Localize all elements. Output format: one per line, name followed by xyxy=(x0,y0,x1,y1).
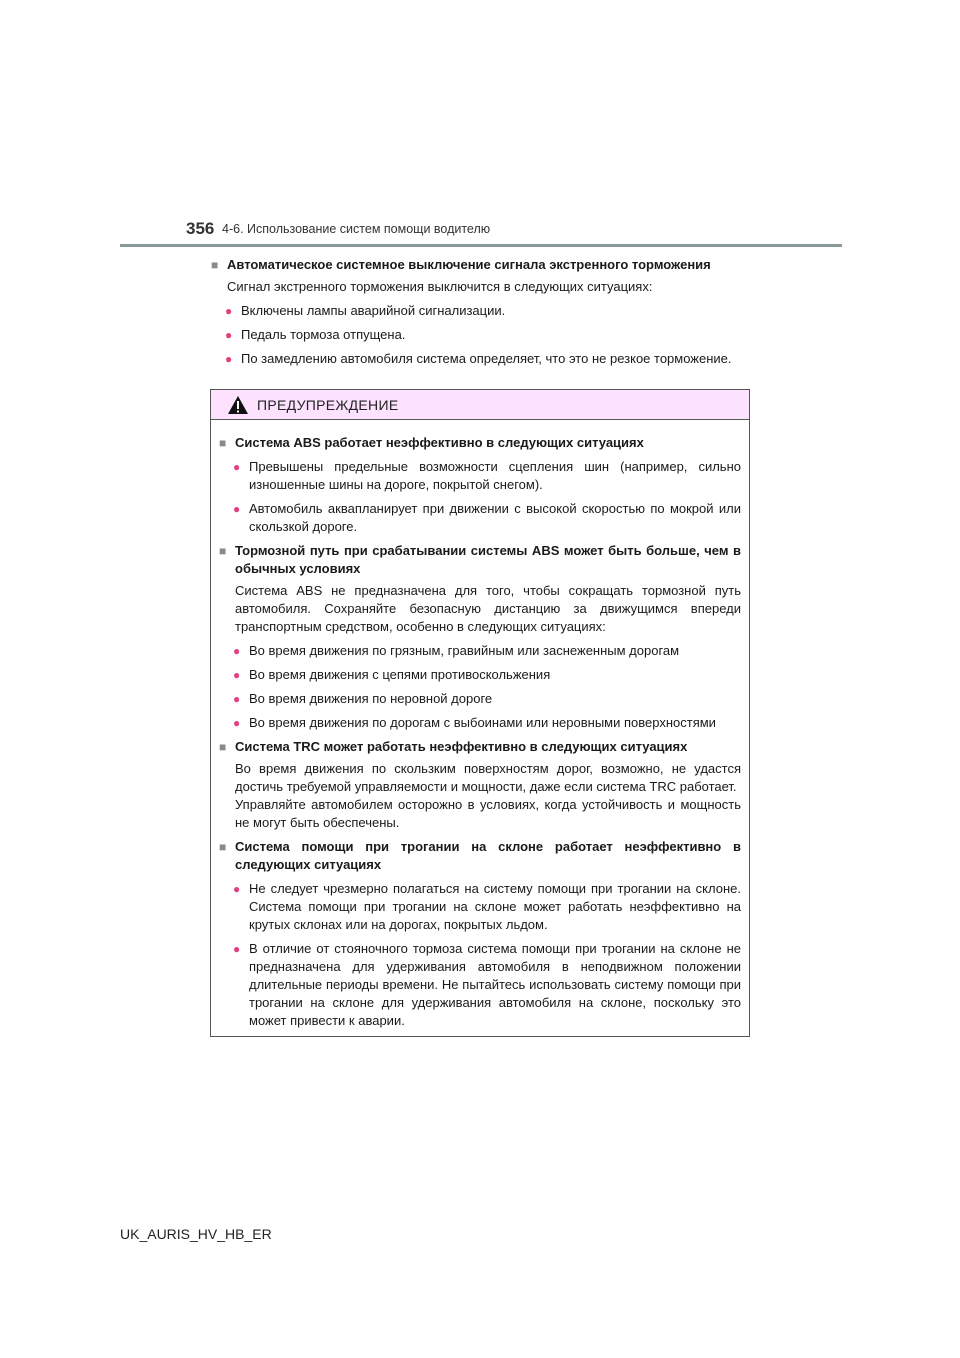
round-bullet-icon: ● xyxy=(233,460,241,474)
list-item xyxy=(233,500,741,536)
list-item-text: По замедлению автомобиля система определяет, что это не резкое торможение. xyxy=(241,351,732,366)
warning-section-text: Система ABS не предназначена для того, чтобы сокращать тормозной путь автомобиля. Сохраняйте безопасную дистанцию за движущимся впереди транспортным средством, особенно в следующих ситуациях: xyxy=(235,583,741,634)
warning-box xyxy=(210,389,750,1037)
list-item-text: Включены лампы аварийной сигнализации. xyxy=(241,303,506,318)
warning-triangle-icon xyxy=(227,395,249,415)
intro-heading-text: Автоматическое системное выключение сигнала экстренного торможения xyxy=(227,257,711,272)
intro-text: Сигнал экстренного торможения выключится в следующих ситуациях: xyxy=(227,279,653,294)
round-bullet-icon: ● xyxy=(233,882,241,896)
list-item xyxy=(225,302,751,320)
list-item xyxy=(233,714,741,732)
warning-section-abs xyxy=(219,434,741,536)
round-bullet-icon: ● xyxy=(233,942,241,956)
list-item-text: Автомобиль аквапланирует при движении с высокой скоростью по мокрой или скользкой дороге. xyxy=(249,501,741,534)
round-bullet-icon: ● xyxy=(225,328,233,342)
square-marker-icon: ■ xyxy=(219,740,227,754)
header-rule xyxy=(120,244,842,247)
warning-section-heading xyxy=(219,838,741,874)
list-item xyxy=(233,940,741,1030)
square-marker-icon: ■ xyxy=(219,840,227,854)
round-bullet-icon: ● xyxy=(225,352,233,366)
round-bullet-icon: ● xyxy=(225,304,233,318)
list-item xyxy=(233,642,741,660)
warning-section-heading-text: Система ABS работает неэффективно в следующих ситуациях xyxy=(235,435,644,450)
warning-section-text: Во время движения по скользким поверхностям дорог, возможно, не удастся достичь требуемой управляемости и мощности, даже если система TRC работает. xyxy=(235,761,741,794)
list-item-text: Во время движения по дорогам с выбоинами или неровными поверхностями xyxy=(249,715,716,730)
square-marker-icon: ■ xyxy=(219,436,227,450)
round-bullet-icon: ● xyxy=(233,502,241,516)
warning-section-heading-text: Тормозной путь при срабатывании системы ABS может быть больше, чем в обычных условиях xyxy=(235,543,741,576)
warning-section-trc xyxy=(219,738,741,832)
page-number: 356 xyxy=(186,219,215,238)
list-item-text: Во время движения с цепями противоскольжения xyxy=(249,667,551,682)
round-bullet-icon: ● xyxy=(233,692,241,706)
list-item xyxy=(233,880,741,934)
list-item xyxy=(233,666,741,684)
square-marker-icon: ■ xyxy=(219,544,227,558)
intro-heading xyxy=(211,256,751,274)
warning-section-heading-text: Система TRC может работать неэффективно в следующих ситуациях xyxy=(235,739,688,754)
list-item xyxy=(233,690,741,708)
round-bullet-icon: ● xyxy=(233,668,241,682)
warning-section-text: Управляйте автомобилем осторожно в условиях, когда устойчивость и мощность не могут быть обеспечены. xyxy=(235,797,741,830)
list-item-text: Во время движения по грязным, гравийным или заснеженным дорогам xyxy=(249,643,680,658)
list-item xyxy=(225,326,751,344)
list-item-text: В отличие от стояночного тормоза система помощи при трогании на склоне не предназначена для удерживания автомобиля в неподвижном положении длительные периоды времени. Не пытайтесь использовать систему помощи при трогании на склоне для удерживания автомобиля на склоне, поскольку это может привести к аварии. xyxy=(249,941,741,1028)
warning-section-heading xyxy=(219,542,741,578)
intro-section xyxy=(211,256,751,368)
warning-title: ПРЕДУПРЕЖДЕНИЕ xyxy=(257,396,399,413)
warning-header xyxy=(211,390,749,420)
list-item-text: Во время движения по неровной дороге xyxy=(249,691,493,706)
section-title: 4-6. Использование систем помощи водителю xyxy=(222,222,491,236)
list-item-text: Не следует чрезмерно полагаться на систему помощи при трогании на склоне. Система помощи при трогании на склоне может работать неэффективно на крутых склонах или на дорогах, покрытых льдом. xyxy=(249,881,741,932)
warning-section-hill-start xyxy=(219,838,741,1030)
round-bullet-icon: ● xyxy=(233,644,241,658)
round-bullet-icon: ● xyxy=(233,716,241,730)
document-code: UK_AURIS_HV_HB_ER xyxy=(120,1226,272,1242)
list-item-text: Превышены предельные возможности сцепления шин (например, сильно изношенные шины на дороге, покрытой снегом). xyxy=(249,459,741,492)
list-item xyxy=(225,350,751,368)
warning-section-heading xyxy=(219,738,741,756)
warning-section-abs-distance xyxy=(219,542,741,732)
list-item-text: Педаль тормоза отпущена. xyxy=(241,327,406,342)
list-item xyxy=(233,458,741,494)
warning-section-heading xyxy=(219,434,741,452)
warning-body xyxy=(211,420,749,1030)
square-marker-icon: ■ xyxy=(211,258,219,272)
warning-section-heading-text: Система помощи при трогании на склоне работает неэффективно в следующих ситуациях xyxy=(235,839,741,872)
